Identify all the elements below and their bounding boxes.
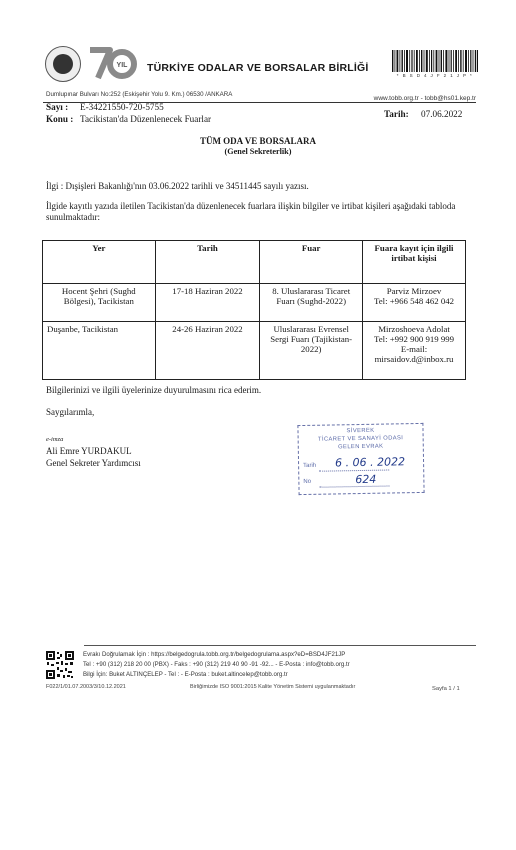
received-stamp bbox=[297, 423, 424, 495]
signer-name: Ali Emre YURDAKUL bbox=[46, 446, 132, 456]
footer-form-code: F022/1/01.07.2003/3/10.12.2021 bbox=[46, 684, 126, 690]
svg-text:YIL: YIL bbox=[116, 62, 128, 69]
closing-info: Bilgilerinizi ve ilgili üyelerinize duyurulmasını rica ederim. bbox=[46, 385, 262, 395]
qr-code-icon bbox=[46, 651, 74, 679]
addressee-title: TÜM ODA VE BORSALARA bbox=[199, 136, 317, 146]
tobb-seal-logo bbox=[45, 46, 81, 82]
website-kep: www.tobb.org.tr - tobb@hs01.kep.tr bbox=[373, 95, 476, 102]
footer-iso-note: Birliğimizde ISO 9001:2015 Kalite Yönetim Sistemi uygulanmaktadır bbox=[190, 684, 356, 690]
stamp-no-label: No bbox=[303, 478, 312, 486]
table-header: Yer bbox=[43, 241, 156, 284]
org-name: TÜRKİYE ODALAR VE BORSALAR BİRLİĞİ bbox=[147, 62, 369, 74]
stamp-tarih-value: 6 . 06 . 2022 bbox=[334, 455, 406, 470]
table-cell: Duşanbe, Tacikistan bbox=[43, 322, 156, 380]
tobb-70-year-logo bbox=[88, 44, 138, 82]
table-header: Fuar bbox=[260, 241, 363, 284]
table-cell: Hocent Şehri (Sughd Bölgesi), Tacikistan bbox=[43, 284, 156, 322]
tarih-label: Tarih: bbox=[384, 109, 409, 119]
table-cell: Uluslararası Evrensel Sergi Fuarı (Tajikistan-2022) bbox=[260, 322, 363, 380]
table-cell: 24-26 Haziran 2022 bbox=[155, 322, 260, 380]
sayi-label: Sayı : bbox=[46, 102, 69, 112]
footer-verify-link[interactable]: Evrakı Doğrulamak İçin : https://belgedogrula.tobb.org.tr/belgedogrulama.aspx?eD=BSD4JF21JP bbox=[83, 651, 346, 658]
table-cell: 17-18 Haziran 2022 bbox=[155, 284, 260, 322]
konu-value: Tacikistan'da Düzenlenecek Fuarlar bbox=[80, 114, 212, 124]
regards: Saygılarımla, bbox=[46, 407, 95, 417]
footer-divider bbox=[84, 645, 476, 646]
table-header-row bbox=[43, 241, 466, 284]
table-header: Tarih bbox=[155, 241, 260, 284]
addressee-subtitle: (Genel Sekreterlik) bbox=[224, 147, 292, 156]
stamp-city: SİVEREK bbox=[346, 427, 375, 435]
sayi-value: E-34221550-720-5755 bbox=[80, 102, 164, 112]
table-cell: Parviz Mirzoev Tel: +966 548 462 042 bbox=[363, 284, 466, 322]
page-number: Sayfa 1 / 1 bbox=[432, 686, 460, 692]
konu-label: Konu : bbox=[46, 114, 74, 124]
ilgi-reference: İlgi : Dışişleri Bakanlığı'nın 03.06.2022 tarihli ve 34511445 sayılı yazısı. bbox=[46, 181, 309, 191]
body-paragraph: İlgide kayıtlı yazıda iletilen Tacikistan'da düzenlenecek fuarlara ilişkin bilgiler ve irtibat kişileri aşağıdaki tabloda sunulmaktadır: bbox=[46, 201, 456, 222]
fair-table bbox=[42, 240, 466, 380]
stamp-no-value: 624 bbox=[355, 472, 377, 487]
stamp-tarih-label: Tarih bbox=[303, 462, 317, 470]
table-row bbox=[43, 322, 466, 380]
tarih-value: 07.06.2022 bbox=[421, 109, 463, 119]
footer-contact: Tel : +90 (312) 218 20 00 (PBX) - Faks : +90 (312) 219 40 90 -91 -92... - E-Posta : info@tobb.org.tr bbox=[83, 661, 350, 668]
stamp-gelen-evrak: GELEN EVRAK bbox=[338, 443, 384, 451]
stamp-chamber: TİCARET VE SANAYİ ODASI bbox=[317, 435, 404, 443]
barcode-number: * B S D 4 J F 2 1 J P * bbox=[396, 73, 474, 78]
footer-info-contact: Bilgi İçin: Buket ALTINÇELEP - Tel : - E-Posta : buket.altincelep@tobb.org.tr bbox=[83, 671, 288, 678]
table-cell: Mirzoshoeva Adolat Tel: +992 900 919 999 E-mail: mirsaidov.d@inbox.ru bbox=[363, 322, 466, 380]
signer-title: Genel Sekreter Yardımcısı bbox=[46, 458, 141, 468]
table-row bbox=[43, 284, 466, 322]
address: Dumlupınar Bulvarı No:252 (Eskişehir Yolu 9. Km.) 06530 /ANKARA bbox=[46, 91, 233, 98]
table-cell: 8. Uluslararası Ticaret Fuarı (Sughd-2022) bbox=[260, 284, 363, 322]
e-signature-mark: e-imza bbox=[46, 436, 64, 443]
table-header: Fuara kayıt için ilgili irtibat kişisi bbox=[363, 241, 466, 284]
barcode bbox=[392, 50, 478, 72]
